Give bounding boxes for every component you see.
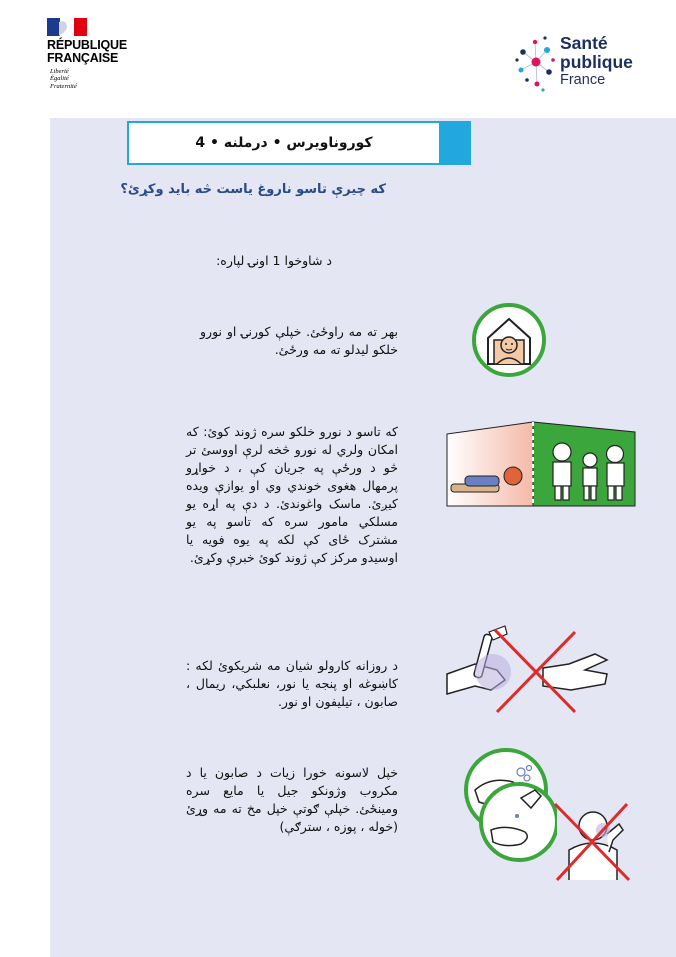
page-subtitle: که چیرې تاسو ناروغ یاست څه باید وکړئ؟ [120, 182, 386, 197]
instruction-no-sharing: د روزانه کارولو شیان مه شریکوئ لکه : کاښوغه او پنجه یا نور، نعلبکي، ریمال ، صابون ، تیلیفون او نور. [186, 658, 398, 709]
marianne-flag-icon [47, 18, 87, 36]
sante-publique-logo [513, 32, 653, 96]
no-touch-face-icon [551, 800, 633, 884]
instruction-stay-home: بهر ته مه راوځئ. خپلې کورنۍ او نورو خلکو لیدلو ته مه ورځئ. [200, 324, 398, 357]
header [0, 0, 676, 118]
instruction-isolate: که تاسو د نورو خلکو سره ژوند کوئ: که امکان ولري له نورو څخه لرې اووسئ تر څو د ورځې په جریان کې ، د خواړو پرمهال هغوی خوندي وي او یوازې ویده کیږئ. ماسک واغوندئ. د دې په اړه یو مسلکي مامور سره که تاسو په یو مشترک ځای کې لکه په یوه فویه یا اوسیدو مرکز کې ژوند کوئ خبرې وکړئ. [186, 424, 398, 565]
title-accent-bar [441, 121, 471, 165]
sante-publique-line3: France [560, 72, 606, 88]
no-sharing-utensils-icon [445, 624, 609, 716]
network-dots-icon [513, 32, 559, 96]
isolation-room-icon [445, 420, 639, 508]
intro-text: د شاوخوا 1 اونۍ لپاره: [216, 253, 332, 268]
stay-home-icon [471, 302, 547, 378]
sante-publique-line1: Santé [560, 33, 608, 53]
sante-publique-line2: publique [560, 52, 633, 72]
instruction-wash-hands: خپل لاسونه خورا زیات د صابون یا د مکروب وژونکو جیل یا مایع سره ومینځئ. خپلې ګوتې خپل مخ ته مه وړئ (خوله ، پوزه ، سترګې) [186, 765, 398, 834]
republique-title: RÉPUBLIQUE FRANÇAISE [47, 38, 127, 65]
title-box [127, 121, 441, 165]
republique-motto: Liberté Égalité Fraternité [50, 68, 77, 90]
wash-hands-icon [461, 746, 557, 862]
sante-publique-text [560, 34, 633, 89]
page-title: کوروناویرس • درملنه • 4 [195, 135, 373, 151]
